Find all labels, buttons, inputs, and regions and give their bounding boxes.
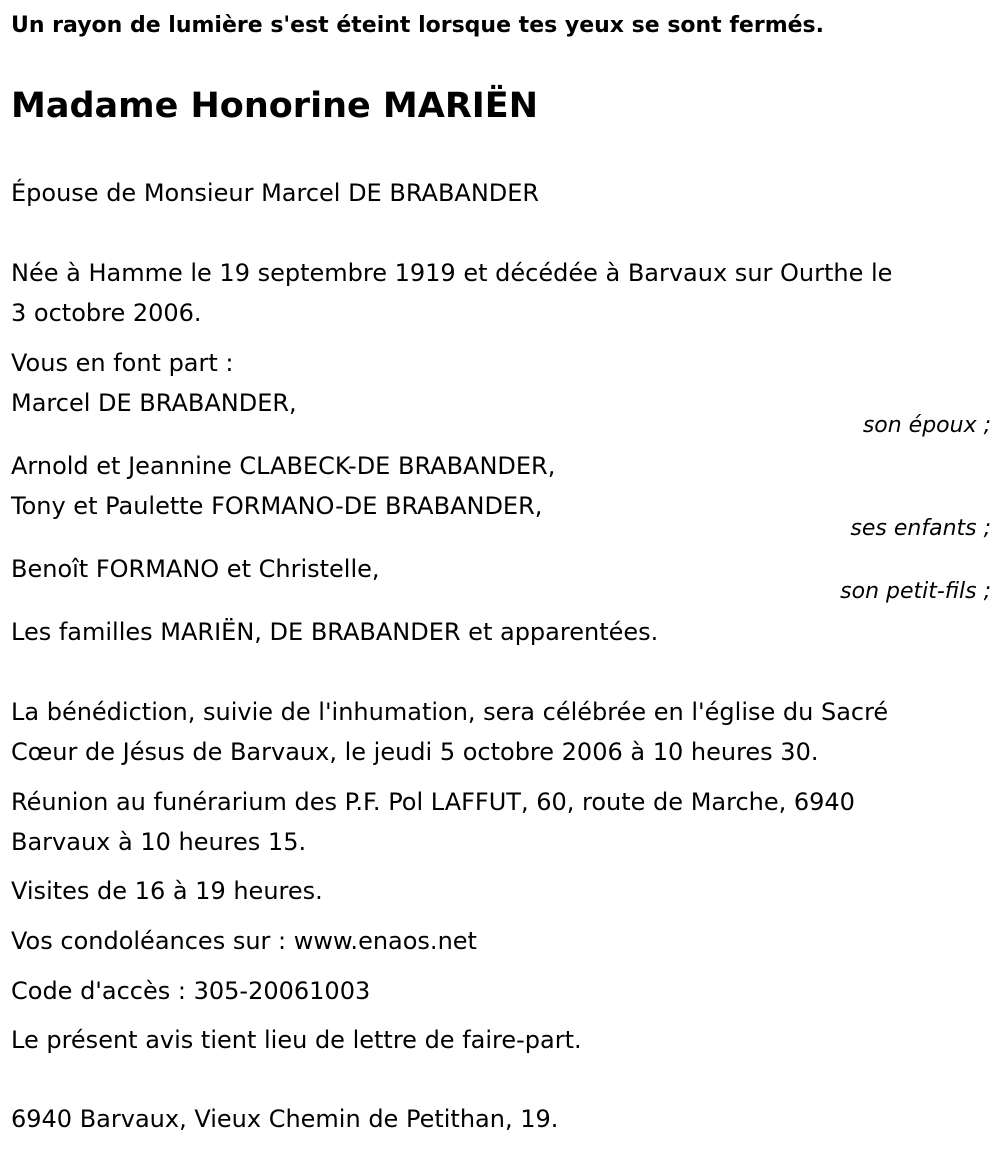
birth-death-line-2: 3 octobre 2006. — [11, 299, 202, 327]
notice-statement: Le présent avis tient lieu de lettre de faire-part. — [11, 1026, 582, 1054]
access-code-line: Code d'accès : 305-20061003 — [11, 977, 371, 1005]
ceremony-line-2: Cœur de Jésus de Barvaux, le jeudi 5 octobre 2006 à 10 heures 30. — [11, 738, 819, 766]
grandson-role: son petit-fils ; — [840, 579, 991, 604]
address-line: 6940 Barvaux, Vieux Chemin de Petithan, 19. — [11, 1105, 559, 1133]
child-line-2: Tony et Paulette FORMANO-DE BRABANDER, — [11, 492, 543, 520]
children-role: ses enfants ; — [850, 516, 991, 541]
husband-role: son époux ; — [862, 413, 991, 438]
ceremony-line-1: La bénédiction, suivie de l'inhumation, sera célébrée en l'église du Sacré — [11, 698, 889, 726]
meeting-line-1: Réunion au funérarium des P.F. Pol LAFFUT, 60, route de Marche, 6940 — [11, 788, 855, 816]
husband-name: Marcel DE BRABANDER, — [11, 389, 297, 417]
visits-line: Visites de 16 à 19 heures. — [11, 877, 323, 905]
condolences-line: Vos condoléances sur : www.enaos.net — [11, 927, 477, 955]
child-line-1: Arnold et Jeannine CLABECK-DE BRABANDER, — [11, 452, 556, 480]
spouse-line: Épouse de Monsieur Marcel DE BRABANDER — [11, 179, 540, 207]
deceased-name: Madame Honorine MARIËN — [11, 86, 538, 126]
meeting-line-2: Barvaux à 10 heures 15. — [11, 828, 307, 856]
announcers-intro: Vous en font part : — [11, 349, 234, 377]
birth-death-line-1: Née à Hamme le 19 septembre 1919 et décédée à Barvaux sur Ourthe le — [11, 259, 893, 287]
families-line: Les familles MARIËN, DE BRABANDER et apparentées. — [11, 618, 659, 646]
epigraph: Un rayon de lumière s'est éteint lorsque tes yeux se sont fermés. — [11, 13, 825, 38]
grandson-name: Benoît FORMANO et Christelle, — [11, 555, 380, 583]
